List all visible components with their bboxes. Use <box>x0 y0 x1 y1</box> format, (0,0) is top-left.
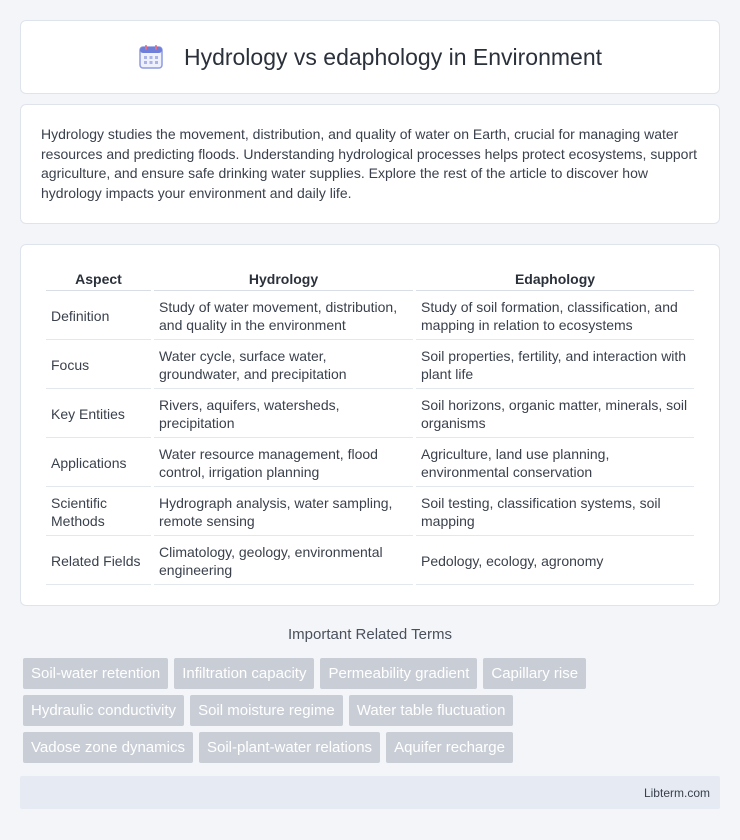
table-row <box>46 293 694 340</box>
edaphology-cell: Study of soil formation, classification, and mapping in relation to ecosystems <box>416 293 694 340</box>
header-edaphology: Edaphology <box>416 267 694 291</box>
header-hydrology: Hydrology <box>154 267 413 291</box>
related-term-tag[interactable]: Infiltration capacity <box>174 658 314 689</box>
comparison-table <box>43 265 697 587</box>
table-header-row <box>46 267 694 291</box>
related-term-tag[interactable]: Aquifer recharge <box>386 732 513 763</box>
edaphology-cell: Soil horizons, organic matter, minerals, soil organisms <box>416 391 694 438</box>
table-row <box>46 538 694 585</box>
hydrology-cell: Study of water movement, distribution, and quality in the environment <box>154 293 413 340</box>
table-row <box>46 440 694 487</box>
comparison-card <box>20 244 720 606</box>
aspect-cell: Applications <box>46 440 151 487</box>
page-title: Hydrology vs edaphology in Environment <box>183 43 603 70</box>
edaphology-cell: Soil testing, classification systems, soil mapping <box>416 489 694 536</box>
hydrology-cell: Climatology, geology, environmental engineering <box>154 538 413 585</box>
hydrology-cell: Rivers, aquifers, watersheds, precipitation <box>154 391 413 438</box>
related-term-tag[interactable]: Soil-water retention <box>23 658 168 689</box>
related-term-tag[interactable]: Vadose zone dynamics <box>23 732 193 763</box>
table-row <box>46 391 694 438</box>
related-term-tag[interactable]: Permeability gradient <box>320 658 477 689</box>
related-term-tag[interactable]: Water table fluctuation <box>349 695 514 726</box>
edaphology-cell: Soil properties, fertility, and interaction with plant life <box>416 342 694 389</box>
aspect-cell: Definition <box>46 293 151 340</box>
title-card <box>20 20 720 94</box>
aspect-cell: Key Entities <box>46 391 151 438</box>
footer-site-link[interactable]: Libterm.com <box>643 786 710 800</box>
tag-row <box>23 658 723 689</box>
table-row <box>46 342 694 389</box>
related-term-tag[interactable]: Capillary rise <box>483 658 586 689</box>
related-term-tag[interactable]: Soil moisture regime <box>190 695 343 726</box>
tag-row <box>23 695 723 726</box>
tag-row <box>23 732 723 763</box>
aspect-cell: Scientific Methods <box>46 489 151 536</box>
edaphology-cell: Pedology, ecology, agronomy <box>416 538 694 585</box>
related-term-tag[interactable]: Soil-plant-water relations <box>199 732 380 763</box>
intro-card <box>20 104 720 224</box>
intro-text: Hydrology studies the movement, distribution, and quality of water on Earth, crucial for managing water resources and predicting floods. Understanding hydrological processes helps protect ecosystems, support agriculture, and ensure safe drinking water supplies. Explore the rest of the article to discover how hydrology impacts your environment and daily life. <box>41 126 698 201</box>
hydrology-cell: Water resource management, flood control, irrigation planning <box>154 440 413 487</box>
table-row <box>46 489 694 536</box>
related-term-tag[interactable]: Hydraulic conductivity <box>23 695 184 726</box>
footer <box>20 776 720 809</box>
edaphology-cell: Agriculture, land use planning, environmental conservation <box>416 440 694 487</box>
related-terms <box>23 658 723 769</box>
calendar-icon <box>138 44 164 70</box>
related-terms-heading: Important Related Terms <box>288 626 452 643</box>
aspect-cell: Related Fields <box>46 538 151 585</box>
hydrology-cell: Hydrograph analysis, water sampling, remote sensing <box>154 489 413 536</box>
aspect-cell: Focus <box>46 342 151 389</box>
header-aspect: Aspect <box>46 267 151 291</box>
hydrology-cell: Water cycle, surface water, groundwater, and precipitation <box>154 342 413 389</box>
